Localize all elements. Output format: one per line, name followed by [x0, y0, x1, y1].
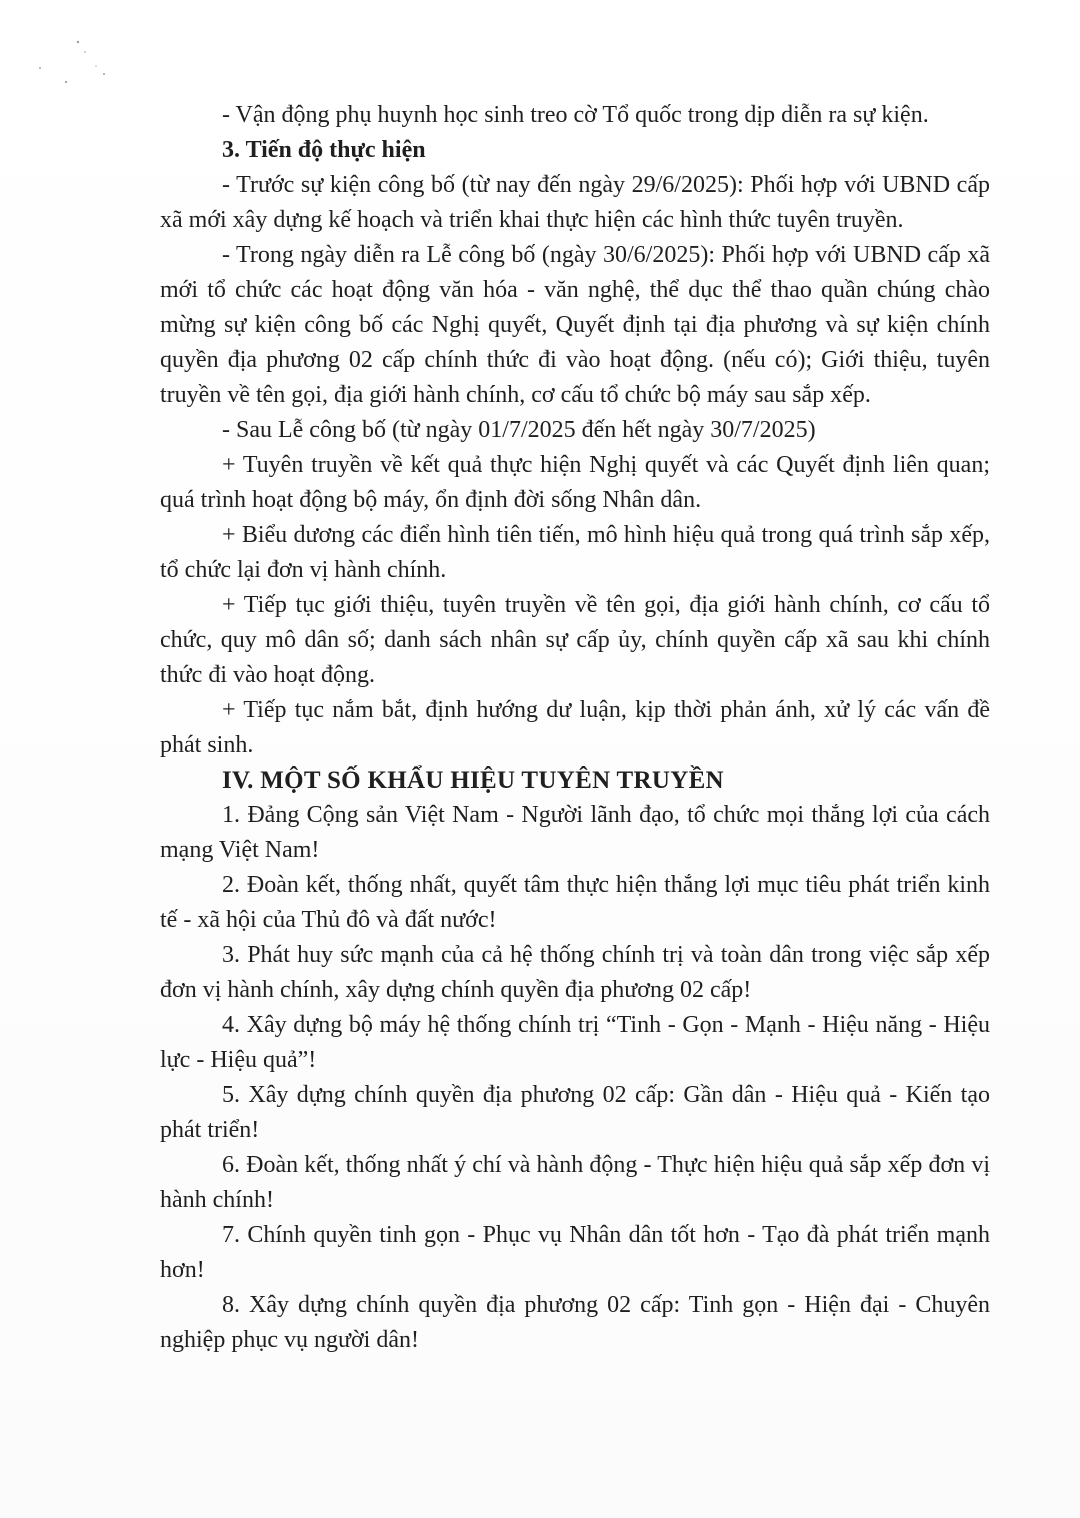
slogan-item: 1. Đảng Cộng sản Việt Nam - Người lãnh đạo, tổ chức mọi thắng lợi của cách mạng Việt Nam! [160, 802, 990, 863]
section-heading-slogans: IV. MỘT SỐ KHẨU HIỆU TUYÊN TRUYỀN [222, 767, 724, 794]
paragraph-flag-campaign: - Vận động phụ huynh học sinh treo cờ Tổ quốc trong dịp diễn ra sự kiện. [222, 102, 929, 128]
section-heading-progress: 3. Tiến độ thực hiện [222, 137, 426, 163]
paragraph-bullet-commend: + Biểu dương các điển hình tiên tiến, mô hình hiệu quả trong quá trình sắp xếp, tổ chức lại đơn vị hành chính. [160, 522, 990, 583]
paragraph-bullet-results: + Tuyên truyền về kết quả thực hiện Nghị quyết và các Quyết định liên quan; quá trình hoạt động bộ máy, ổn định đời sống Nhân dân. [160, 452, 990, 513]
paragraph-event-day: - Trong ngày diễn ra Lễ công bố (ngày 30/6/2025): Phối hợp với UBND cấp xã mới tổ chức các hoạt động văn hóa - văn nghệ, thể dục thể thao quần chúng chào mừng sự kiện công bố các Nghị quyết, Quyết định tại địa phương và sự kiện chính quyền địa phương 02 cấp chính thức đi vào hoạt động. (nếu có); Giới thiệu, tuyên truyền về tên gọi, địa giới hành chính, cơ cấu tổ chức bộ máy sau sắp xếp. [160, 242, 990, 408]
document-body [160, 98, 990, 1358]
slogan-item: 6. Đoàn kết, thống nhất ý chí và hành động - Thực hiện hiệu quả sắp xếp đơn vị hành chính! [160, 1152, 990, 1213]
slogan-item: 4. Xây dựng bộ máy hệ thống chính trị “Tinh - Gọn - Mạnh - Hiệu năng - Hiệu lực - Hiệu quả”! [160, 1012, 990, 1073]
scan-specks [30, 30, 120, 90]
slogan-item: 3. Phát huy sức mạnh của cả hệ thống chính trị và toàn dân trong việc sắp xếp đơn vị hành chính, xây dựng chính quyền địa phương 02 cấp! [160, 942, 990, 1003]
slogan-item: 8. Xây dựng chính quyền địa phương 02 cấp: Tinh gọn - Hiện đại - Chuyên nghiệp phục vụ người dân! [160, 1292, 990, 1353]
paragraph-after-event: - Sau Lễ công bố (từ ngày 01/7/2025 đến hết ngày 30/7/2025) [222, 417, 816, 443]
slogan-item: 7. Chính quyền tinh gọn - Phục vụ Nhân dân tốt hơn - Tạo đà phát triển mạnh hơn! [160, 1222, 990, 1283]
slogan-item: 5. Xây dựng chính quyền địa phương 02 cấp: Gần dân - Hiệu quả - Kiến tạo phát triển! [160, 1082, 990, 1143]
paragraph-bullet-introduce: + Tiếp tục giới thiệu, tuyên truyền về tên gọi, địa giới hành chính, cơ cấu tổ chức, quy mô dân số; danh sách nhân sự cấp ủy, chính quyền cấp xã sau khi chính thức đi vào hoạt động. [160, 592, 990, 688]
slogan-item: 2. Đoàn kết, thống nhất, quyết tâm thực hiện thắng lợi mục tiêu phát triển kinh tế - xã hội của Thủ đô và đất nước! [160, 872, 990, 933]
paragraph-bullet-public-opinion: + Tiếp tục nắm bắt, định hướng dư luận, kịp thời phản ánh, xử lý các vấn đề phát sinh. [160, 697, 990, 758]
paragraph-before-event: - Trước sự kiện công bố (từ nay đến ngày 29/6/2025): Phối hợp với UBND cấp xã mới xây dựng kế hoạch và triển khai thực hiện các hình thức tuyên truyền. [160, 172, 990, 233]
